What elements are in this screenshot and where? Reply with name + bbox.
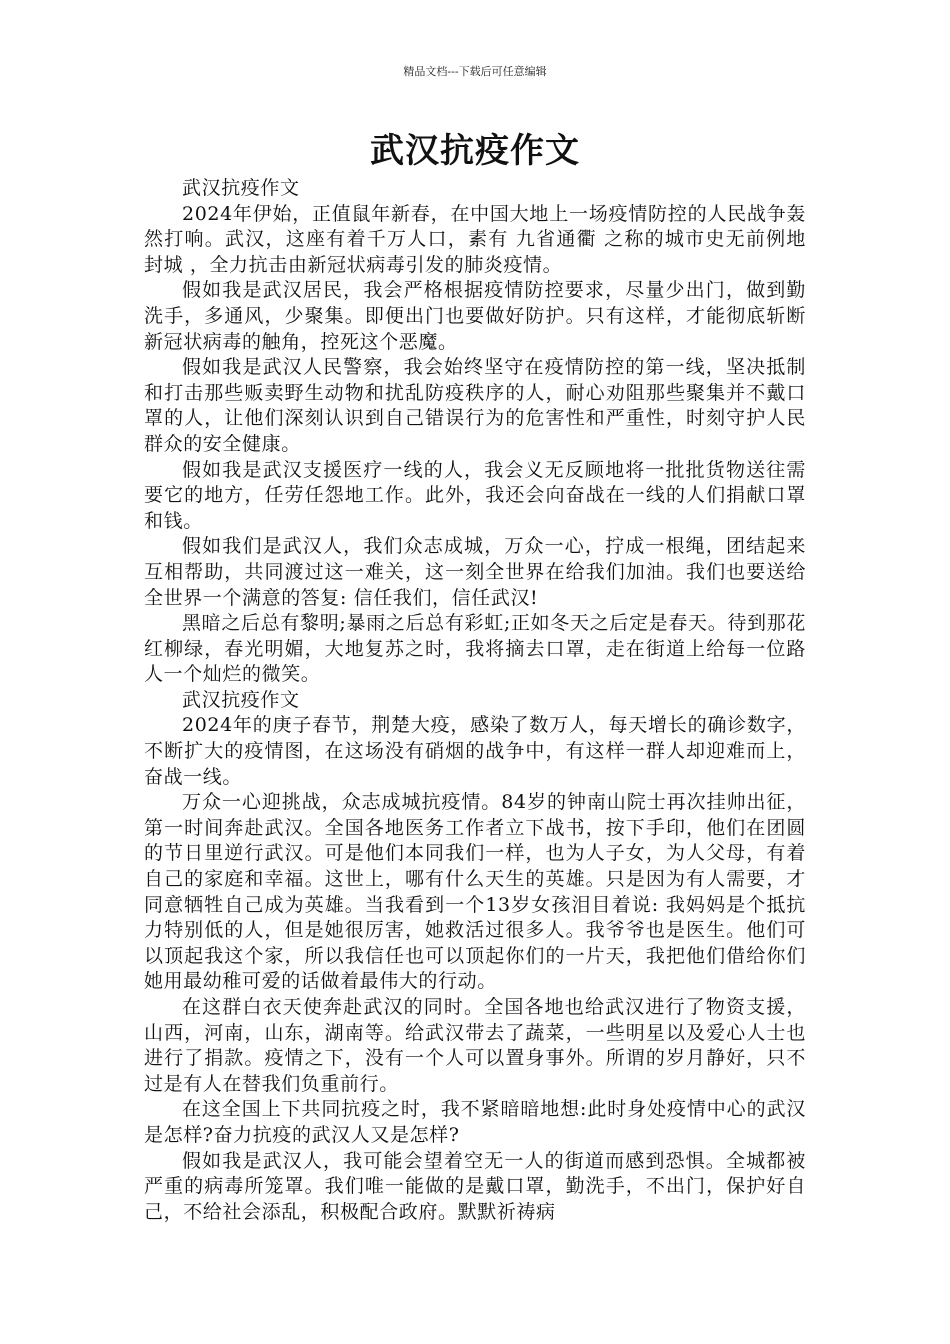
document-title: 武汉抗疫作文 [370, 131, 580, 171]
paragraph: 假如我是武汉人，我可能会望着空无一人的街道而感到恐惧。全城都被严重的病毒所笼罩。我们唯一能做的是戴口罩，勤洗手，不出门，保护好自己，不给社会添乱，积极配合政府。默默祈祷病 [144, 1149, 806, 1223]
paragraph: 万众一心迎挑战，众志成城抗疫情。84岁的钟南山院士再次挂帅出征，第一时间奔赴武汉。全国各地医务工作者立下战书，按下手印，他们在团圆的节日里逆行武汉。可是他们本同我们一样，也为人子女，为人父母，有着自己的家庭和幸福。这世上，哪有什么天生的英雄。只是因为有人需要，才同意牺牲自己成为英雄。当我看到一个13岁女孩泪目着说: 我妈妈是个抵抗力特别低的人，但是她很厉害，她救活过很多人。我爷爷也是医生。他们可以顶起我这个家，所以我信任也可以顶起你们的一片天，我把他们借给你们 她用最幼稚可爱的话做着最伟大的行动。 [144, 791, 806, 993]
paragraph: 假如我是武汉居民，我会严格根据疫情防控要求，尽量少出门，做到勤洗手，多通风，少聚集。即便出门也要做好防护。只有这样，才能彻底斩断新冠状病毒的触角，控死这个恶魔。 [144, 279, 806, 353]
page-header-note: 精品文档---下载后可任意编辑 [403, 65, 547, 78]
paragraph: 假如我是武汉支援医疗一线的人，我会义无反顾地将一批批货物送往需要它的地方，任劳任怨地工作。此外，我还会向奋战在一线的人们捐献口罩和钱。 [144, 458, 806, 532]
paragraph: 黑暗之后总有黎明;暴雨之后总有彩虹;正如冬天之后定是春天。待到那花红柳绿，春光明媚，大地复苏之时，我将摘去口罩，走在街道上给每一位路人一个灿烂的微笑。 [144, 612, 806, 686]
document-body [144, 176, 806, 1225]
paragraph: 2024年的庚子春节，荆楚大疫，感染了数万人，每天增长的确诊数字，不断扩大的疫情图，在这场没有硝烟的战争中，有这样一群人却迎难而上，奋战一线。 [144, 714, 806, 788]
paragraph: 假如我是武汉人民警察，我会始终坚守在疫情防控的第一线，坚决抵制和打击那些贩卖野生动物和扰乱防疫秩序的人，耐心劝阻那些聚集并不戴口罩的人，让他们深刻认识到自己错误行为的危害性和严重性，时刻守护人民群众的安全健康。 [144, 356, 806, 455]
paragraph: 假如我们是武汉人，我们众志成城，万众一心，拧成一根绳，团结起来互相帮助，共同渡过这一难关，这一刻全世界在给我们加油。我们也要送给全世界一个满意的答复: 信任我们，信任武汉! [144, 535, 806, 609]
section-heading: 武汉抗疫作文 [182, 177, 300, 199]
paragraph: 在这群白衣天使奔赴武汉的同时。全国各地也给武汉进行了物资支援，山西，河南，山东，湖南等。给武汉带去了蔬菜，一些明星以及爱心人士也进行了捐款。疫情之下，没有一个人可以置身事外。所谓的岁月静好，只不过是有人在替我们负重前行。 [144, 996, 806, 1095]
section-heading: 武汉抗疫作文 [182, 688, 300, 711]
paragraph: 在这全国上下共同抗疫之时，我不紧暗暗地想:此时身处疫情中心的武汉是怎样?奋力抗疫的武汉人又是怎样? [144, 1098, 806, 1146]
paragraph: 2024年伊始，正值鼠年新春，在中国大地上一场疫情防控的人民战争轰然打响。武汉，这座有着千万人口，素有 九省通衢 之称的城市史无前例地 封城 ，全力抗击由新冠状病毒引发的肺炎疫情。 [144, 202, 806, 276]
